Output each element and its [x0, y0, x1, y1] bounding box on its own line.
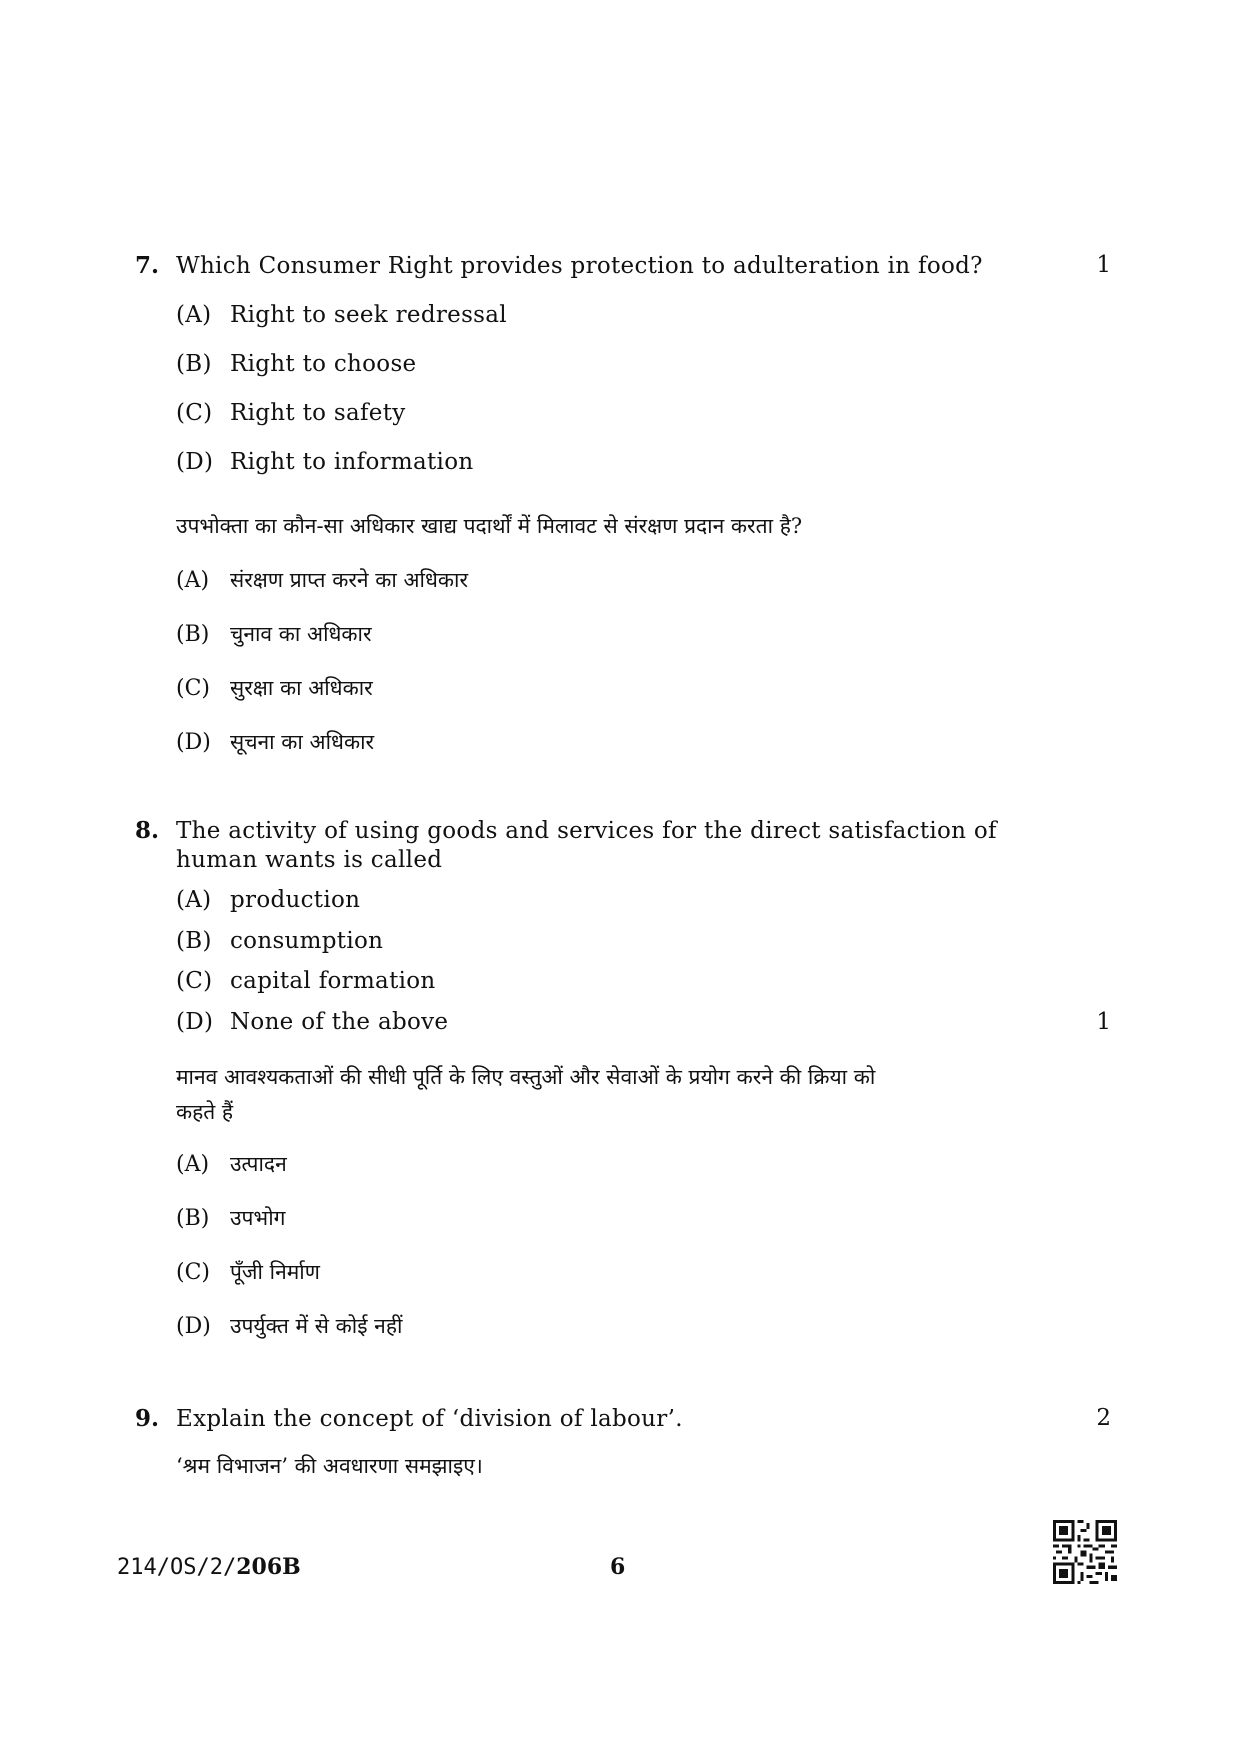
- q7-marks: 1: [1096, 252, 1111, 278]
- option-text: उपभोग: [230, 1206, 286, 1230]
- q7-hindi-option-a: [176, 566, 468, 594]
- option-label: (B): [176, 622, 210, 647]
- option-text: capital formation: [230, 968, 436, 994]
- q7-hindi-text: उपभोक्ता का कौन-सा अधिकार खाद्य पदार्थों में मिलावट से संरक्षण प्रदान करता है?: [176, 514, 803, 538]
- option-text: production: [230, 887, 361, 913]
- option-text: Right to safety: [230, 400, 406, 426]
- option-text: Right to information: [230, 449, 474, 475]
- q8-hindi-option-c: [176, 1258, 320, 1286]
- option-label: (D): [176, 449, 214, 475]
- q7-hindi-option-b: [176, 620, 372, 648]
- option-label: (A): [176, 568, 210, 593]
- paper-code-prefix: 214/OS/2/: [117, 1555, 237, 1580]
- q7-option-c: [176, 400, 406, 426]
- option-label: (D): [176, 1314, 211, 1339]
- q8-number: 8.: [135, 817, 160, 844]
- option-text: Right to seek redressal: [230, 302, 507, 328]
- option-text: None of the above: [230, 1009, 449, 1035]
- option-text: सूचना का अधिकार: [230, 730, 375, 754]
- q8-text-line2: human wants is called: [176, 847, 443, 873]
- q7-option-d: [176, 449, 473, 475]
- q7-hindi-option-c: [176, 674, 373, 702]
- q8-option-d: [176, 1009, 448, 1035]
- q8-marks: 1: [1096, 1009, 1111, 1035]
- q8-hindi-option-d: [176, 1312, 402, 1340]
- q8-hindi-text-line2: कहते हैं: [176, 1100, 234, 1124]
- option-label: (A): [176, 1152, 210, 1177]
- paper-code: [117, 1554, 301, 1580]
- q7-option-a: [176, 302, 507, 328]
- page-number: 6: [610, 1554, 626, 1580]
- option-label: (A): [176, 302, 212, 328]
- q8-hindi-text-line1: मानव आवश्यकताओं की सीधी पूर्ति के लिए वस्तुओं और सेवाओं के प्रयोग करने की क्रिया को: [176, 1065, 876, 1089]
- q8-option-b: [176, 928, 383, 954]
- q8-text-line1: The activity of using goods and services for the direct satisfaction of: [176, 818, 997, 844]
- q9-text: Explain the concept of ‘division of labour’.: [176, 1406, 683, 1432]
- option-label: (B): [176, 928, 212, 954]
- option-text: consumption: [230, 928, 384, 954]
- q9-hindi-text: ‘श्रम विभाजन’ की अवधारणा समझाइए।: [176, 1454, 483, 1478]
- option-label: (C): [176, 400, 213, 426]
- option-text: सुरक्षा का अधिकार: [230, 676, 373, 700]
- q7-number: 7.: [135, 252, 160, 279]
- q8-option-c: [176, 968, 436, 994]
- option-label: (D): [176, 730, 211, 755]
- option-label: (A): [176, 887, 212, 913]
- q9-number: 9.: [135, 1405, 160, 1432]
- q7-hindi-option-d: [176, 728, 374, 756]
- option-text: चुनाव का अधिकार: [230, 622, 372, 646]
- q7-text: Which Consumer Right provides protection to adulteration in food?: [176, 253, 983, 279]
- option-text: पूँजी निर्माण: [230, 1260, 320, 1284]
- option-label: (B): [176, 351, 212, 377]
- option-text: उत्पादन: [230, 1152, 287, 1176]
- option-label: (C): [176, 1260, 210, 1285]
- option-label: (B): [176, 1206, 210, 1231]
- paper-code-bold: 206B: [236, 1554, 301, 1580]
- q8-option-a: [176, 887, 360, 913]
- q8-hindi-option-b: [176, 1204, 285, 1232]
- option-text: संरक्षण प्राप्त करने का अधिकार: [230, 568, 469, 592]
- qr-code-icon: [1053, 1520, 1117, 1584]
- option-label: (D): [176, 1009, 214, 1035]
- option-label: (C): [176, 968, 213, 994]
- q8-hindi-option-a: [176, 1150, 287, 1178]
- option-label: (C): [176, 676, 210, 701]
- q7-option-b: [176, 351, 416, 377]
- q9-marks: 2: [1096, 1405, 1111, 1431]
- option-text: Right to choose: [230, 351, 417, 377]
- option-text: उपर्युक्त में से कोई नहीं: [230, 1314, 403, 1338]
